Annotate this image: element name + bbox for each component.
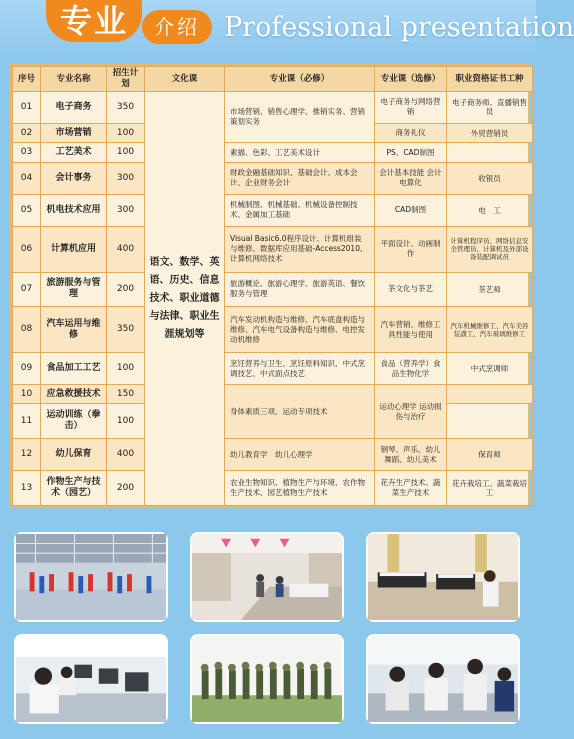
row-elective: 会计基本技能 会计电算化 <box>375 162 447 194</box>
row-required: 身体素质三项、运动专项技术 <box>225 385 375 439</box>
piano-room-photo <box>366 532 520 622</box>
row-elective: 汽车营销、维修工具性能与使用 <box>375 307 447 353</box>
table-row <box>13 226 533 272</box>
row-required: Visual Basic6.0程序设计、计算机组装与维修、数据库应用基础-Access2010、计算机网络技术 <box>225 226 375 272</box>
row-major-name: 计算机应用 <box>41 226 107 272</box>
row-cert <box>447 404 533 439</box>
row-major-name: 汽车运用与维修 <box>41 307 107 353</box>
row-no: 13 <box>13 471 41 506</box>
row-cert: 汽车机械维修工、汽车美容装潢工、汽车玻璃维修工 <box>447 307 533 353</box>
header-enrollment-plan: 招生计划 <box>107 67 145 92</box>
header-certificate: 职业资格证书工种 <box>447 67 533 92</box>
row-plan: 400 <box>107 439 145 471</box>
table-row <box>13 439 533 471</box>
row-no: 11 <box>13 404 41 439</box>
row-required: 旅游概论、旅游心理学、旅游英语、餐饮服务与管理 <box>225 272 375 307</box>
row-major-name: 旅游服务与管理 <box>41 272 107 307</box>
row-required: 幼儿教育学 幼儿心理学 <box>225 439 375 471</box>
page-title-english: Professional presentation <box>224 12 574 43</box>
row-required: 市场营销、销售心理学、推销实务、营销策划实务 <box>225 92 375 143</box>
culture-courses-cell: 语文、数学、英语、历史、信息技术、职业道德与法律、职业生涯规划等 <box>145 92 225 506</box>
row-required: 机械制图、机械基础、机械设备控制技术、金属加工基础 <box>225 194 375 226</box>
row-elective: 运动心理学 运动损伤与治疗 <box>375 385 447 439</box>
row-plan: 300 <box>107 162 145 194</box>
header-major-name: 专业名称 <box>41 67 107 92</box>
majors-table-container <box>10 64 530 508</box>
table-row <box>13 272 533 307</box>
row-elective: PS、CAD制图 <box>375 143 447 162</box>
row-plan: 200 <box>107 272 145 307</box>
row-no: 01 <box>13 92 41 124</box>
row-elective: 钢琴、声乐、幼儿舞蹈、幼儿美术 <box>375 439 447 471</box>
row-no: 04 <box>13 162 41 194</box>
table-row <box>13 194 533 226</box>
computer-lab-photo <box>14 634 168 724</box>
row-elective: 平面设计、动画制作 <box>375 226 447 272</box>
row-major-name: 食品加工工艺 <box>41 353 107 385</box>
row-plan: 400 <box>107 226 145 272</box>
row-plan: 100 <box>107 404 145 439</box>
row-elective: 商务礼仪 <box>375 123 447 142</box>
row-no: 10 <box>13 385 41 404</box>
row-plan: 300 <box>107 194 145 226</box>
row-cert <box>447 143 533 162</box>
row-plan: 150 <box>107 385 145 404</box>
row-major-name: 运动训练（拳击） <box>41 404 107 439</box>
row-major-name: 机电技术应用 <box>41 194 107 226</box>
row-required: 素描、色彩、工艺美术设计 <box>225 143 375 162</box>
row-required: 财政金融基础知识、基础会计、成本会计、企业财务会计 <box>225 162 375 194</box>
row-elective: 电子商务与网络营销 <box>375 92 447 124</box>
row-required: 烹饪营养与卫生、烹饪原料知识、中式烹调技艺、中式面点技艺 <box>225 353 375 385</box>
row-cert: 保育师 <box>447 439 533 471</box>
row-no: 07 <box>13 272 41 307</box>
header-required-course: 专业课（必修） <box>225 67 375 92</box>
campus-photo-gallery <box>0 524 536 739</box>
sports-hall-photo <box>14 532 168 622</box>
row-cert: 茶艺师 <box>447 272 533 307</box>
row-major-name: 会计事务 <box>41 162 107 194</box>
row-cert: 中式烹调师 <box>447 353 533 385</box>
row-major-name: 作物生产与技术（园艺） <box>41 471 107 506</box>
row-elective: CAD制图 <box>375 194 447 226</box>
row-cert: 花卉栽培工、蔬菜栽培工 <box>447 471 533 506</box>
row-cert: 收银员 <box>447 162 533 194</box>
row-no: 06 <box>13 226 41 272</box>
row-major-name: 工艺美术 <box>41 143 107 162</box>
table-row <box>13 307 533 353</box>
laboratory-photo <box>190 532 344 622</box>
majors-table <box>12 66 533 506</box>
table-row <box>13 385 533 404</box>
row-cert: 计算机程序员、网络信息安全管理员、计算机及外部设备装配调试员 <box>447 226 533 272</box>
row-cert: 电子商务师、直播销售员 <box>447 92 533 124</box>
row-no: 03 <box>13 143 41 162</box>
table-row <box>13 92 533 124</box>
military-training-photo <box>190 634 344 724</box>
classroom-photo <box>366 634 520 724</box>
row-major-name: 幼儿保育 <box>41 439 107 471</box>
row-major-name: 市场营销 <box>41 123 107 142</box>
table-row <box>13 471 533 506</box>
table-row <box>13 162 533 194</box>
table-row <box>13 143 533 162</box>
row-plan: 100 <box>107 353 145 385</box>
row-plan: 350 <box>107 307 145 353</box>
row-major-name: 电子商务 <box>41 92 107 124</box>
row-cert: 外贸营销员 <box>447 123 533 142</box>
row-required: 农业生物知识、植物生产与环境、农作物生产技术、园艺植物生产技术 <box>225 471 375 506</box>
row-elective: 花卉生产技术、蔬菜生产技术 <box>375 471 447 506</box>
row-plan: 100 <box>107 123 145 142</box>
row-no: 02 <box>13 123 41 142</box>
row-no: 05 <box>13 194 41 226</box>
header-no: 序号 <box>13 67 41 92</box>
row-plan: 200 <box>107 471 145 506</box>
row-no: 08 <box>13 307 41 353</box>
row-plan: 350 <box>107 92 145 124</box>
page-title: 专业 <box>46 0 142 42</box>
table-header-row <box>13 67 533 92</box>
header-culture-course: 文化课 <box>145 67 225 92</box>
row-cert: 电 工 <box>447 194 533 226</box>
header-banner <box>0 0 574 60</box>
header-elective-course: 专业课（选修） <box>375 67 447 92</box>
row-elective: 茶文化与茶艺 <box>375 272 447 307</box>
row-plan: 100 <box>107 143 145 162</box>
row-major-name: 应急救援技术 <box>41 385 107 404</box>
row-no: 09 <box>13 353 41 385</box>
page-subtitle-badge: 介绍 <box>142 10 212 44</box>
row-cert <box>447 385 533 404</box>
row-no: 12 <box>13 439 41 471</box>
table-row <box>13 353 533 385</box>
row-required: 汽车发动机构造与维修、汽车底盘构造与维修、汽车电气设备构造与维修、电控发动机维修 <box>225 307 375 353</box>
row-elective: 食品（营养学）食品生物化学 <box>375 353 447 385</box>
